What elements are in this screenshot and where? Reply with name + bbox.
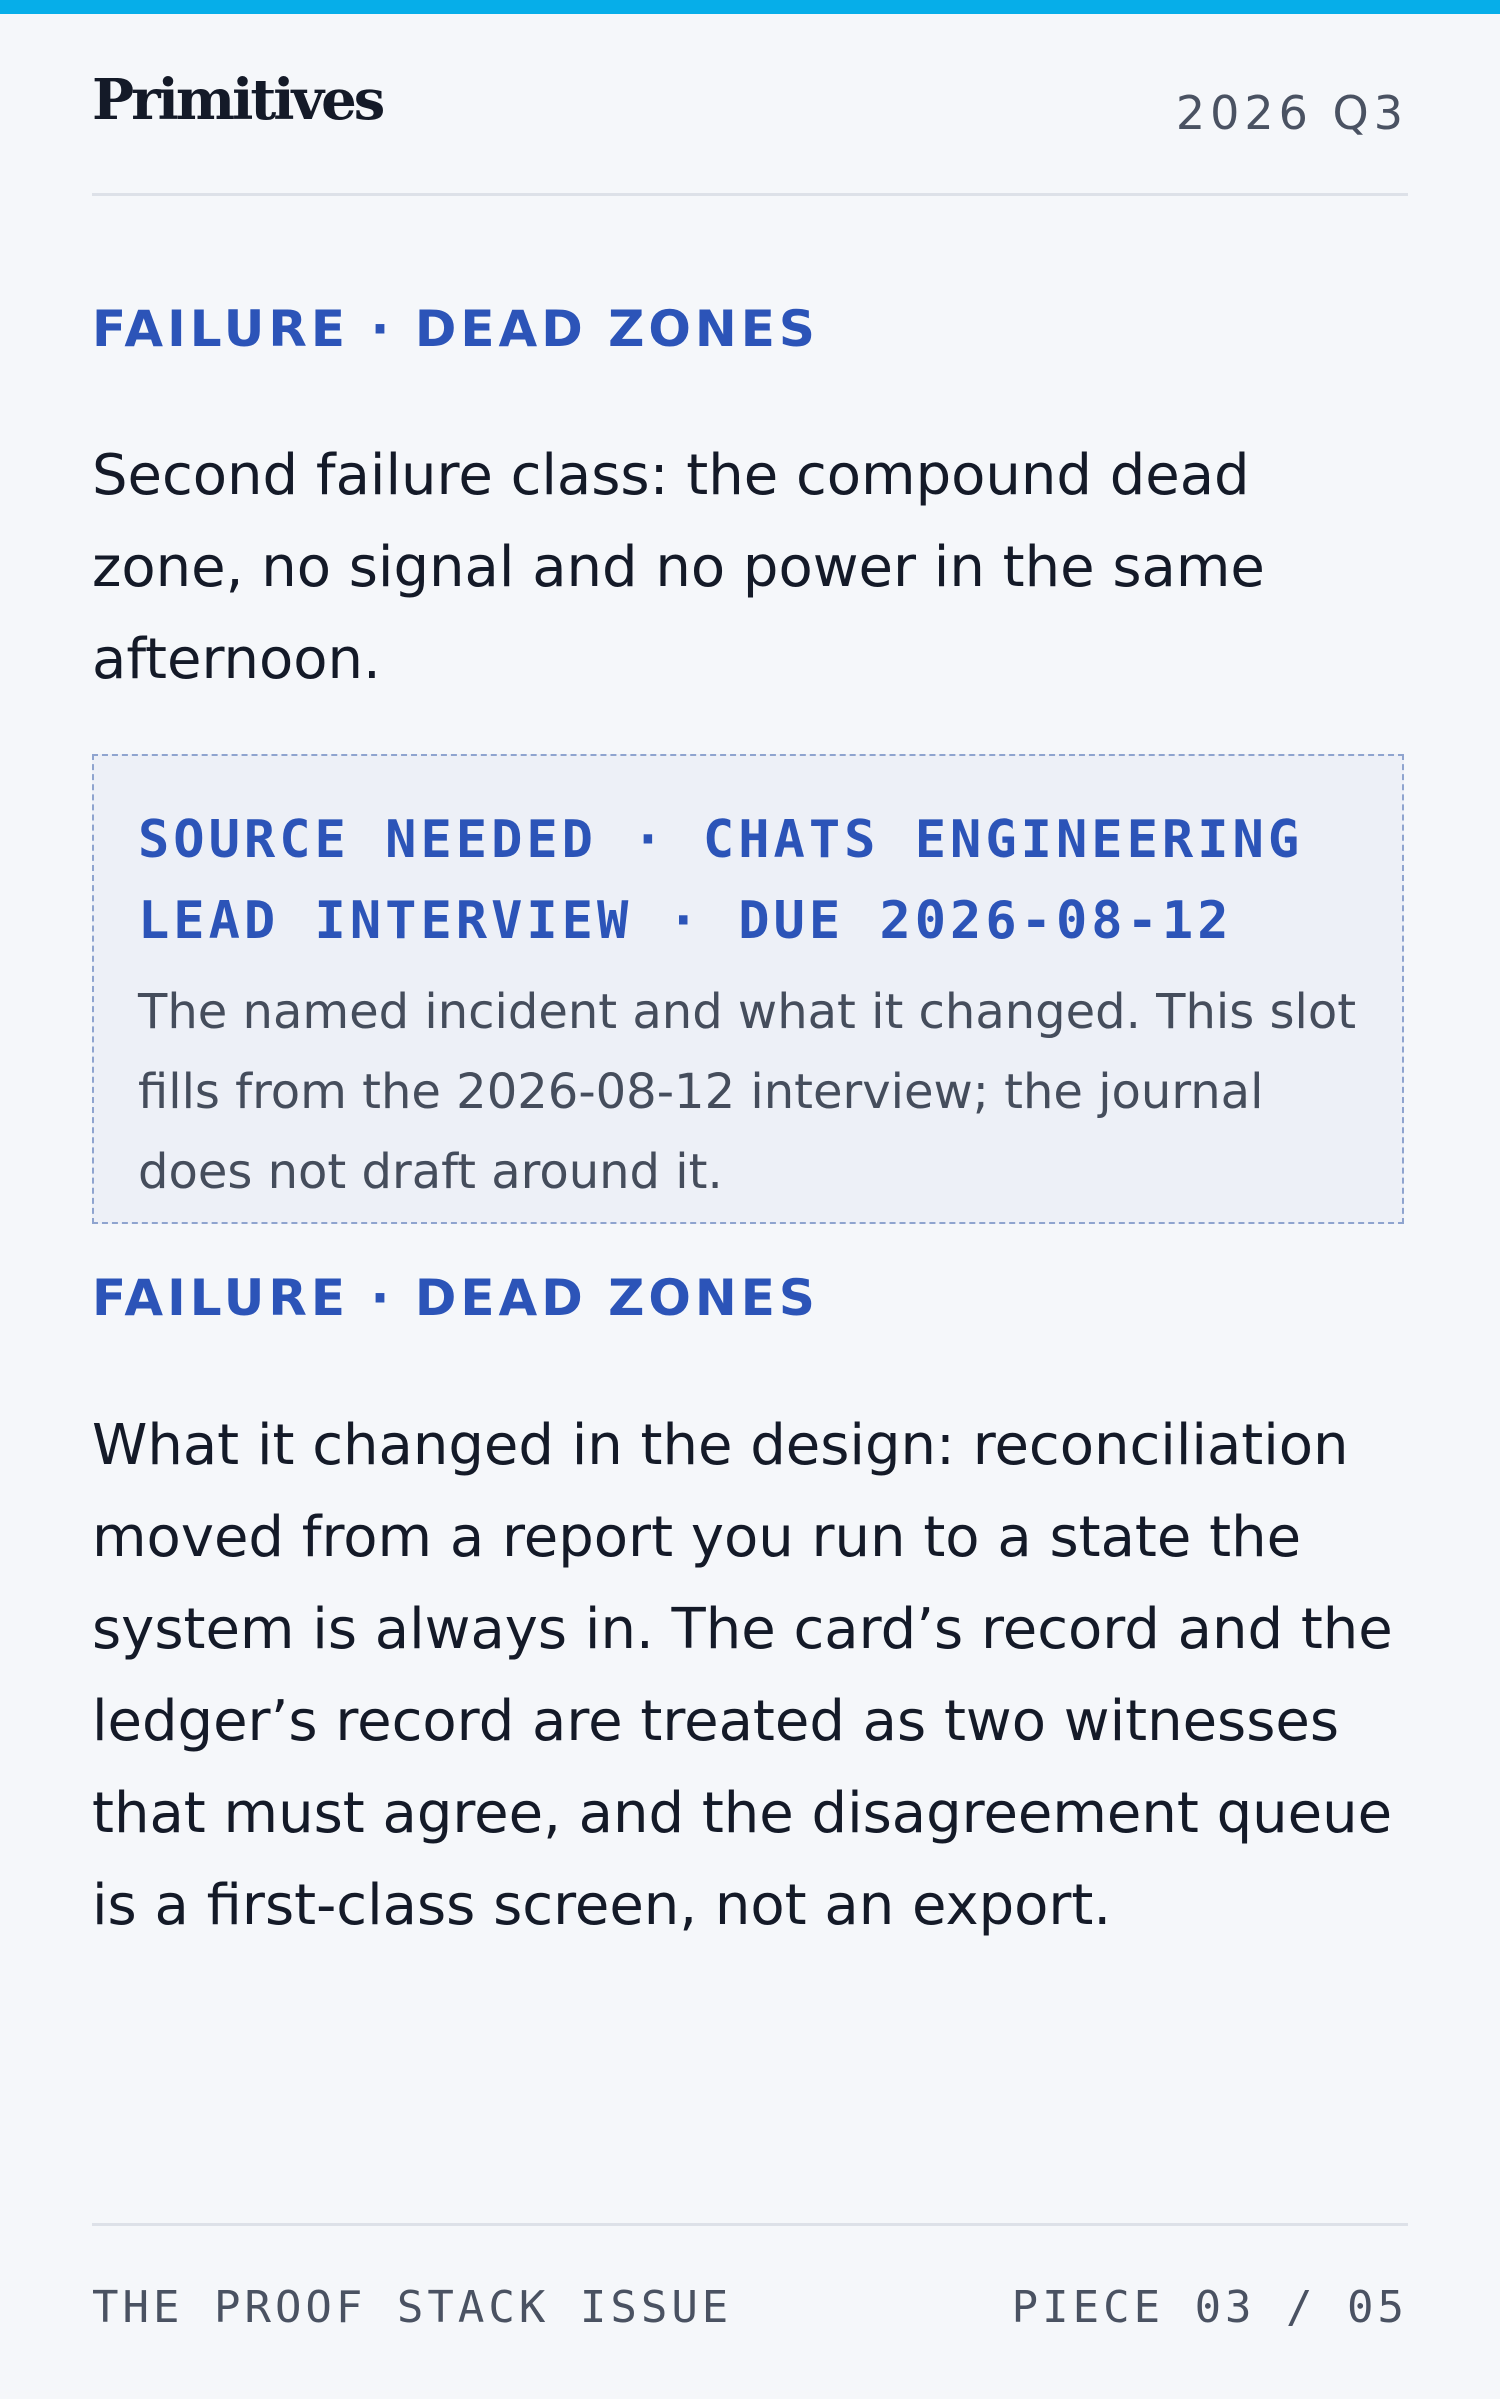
source-needed-label: SOURCE NEEDED · CHATS ENGINEERING LEAD INTERVIEW · DUE 2026-08-12 xyxy=(138,810,1304,951)
issue-date: 2026 Q3 xyxy=(1175,86,1408,140)
body-paragraph: Second failure class: the compound dead zone, no signal and no power in the same afternoon. xyxy=(92,443,1265,692)
piece-indicator: PIECE 03 / 05 xyxy=(1011,2282,1408,2333)
section-kicker: FAILURE · DEAD ZONES xyxy=(92,1269,819,1327)
body-paragraph: What it changed in the design: reconciliation moved from a report you run to a state the system is always in. The card’s record and the ledger’s record are treated as two witnesses that must agree, and the disagreement queue is a first-class screen, not an export. xyxy=(92,1413,1393,1938)
source-needed-note: The named incident and what it changed. This slot fills from the 2026-08-12 interview; the journal does not draft around it. xyxy=(138,984,1357,1200)
top-accent-bar xyxy=(0,0,1500,14)
masthead xyxy=(92,14,1408,196)
source-needed-callout xyxy=(92,754,1404,1224)
article-page xyxy=(92,14,1408,2399)
issue-name: THE PROOF STACK ISSUE xyxy=(92,2282,733,2333)
page-footer xyxy=(92,2223,1408,2386)
section-kicker: FAILURE · DEAD ZONES xyxy=(92,300,819,358)
publication-name: Primitives xyxy=(92,67,383,133)
